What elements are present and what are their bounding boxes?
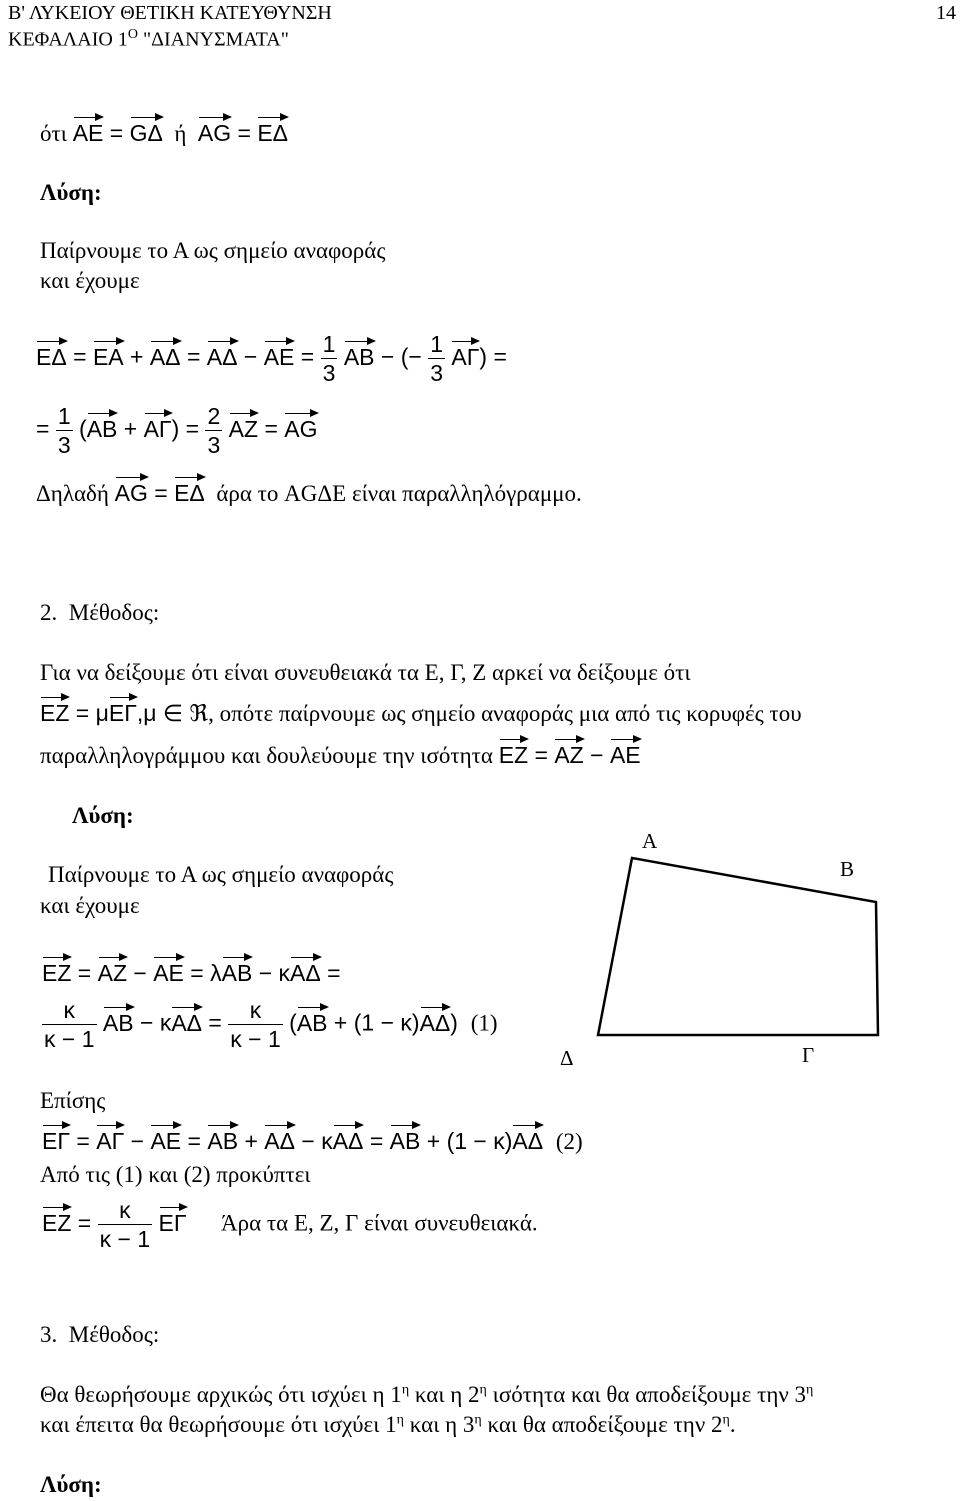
eq-vector: AE [263,343,295,370]
part1-text-b: και έχουμε [40,268,140,293]
eq-vector: EZ [498,742,529,768]
part2-equation-4: EZ = $\frac{\kappa}{\kappa - 1}$ EΓ Άρα τα Ε, Ζ, Γ είναι συνευθειακά. [42,1197,538,1252]
fraction-num: κ [98,1196,153,1225]
fraction [98,1196,153,1253]
eq-vector: AB [343,343,375,370]
fraction [321,330,338,387]
kappa-symbol: κ [278,960,291,986]
part2-line-3: παραλληλογράμμου και δουλεύουμε την ισότητα EZ = AZ − AE [40,742,641,768]
eq-vector: AΔ [264,1128,295,1154]
eq-vector: AB [389,1128,421,1154]
equation-tag: (1) [470,1010,498,1036]
eq-vector: AΔ [512,1128,544,1154]
vector-ag: AG [197,120,232,146]
eq-vector: AG [114,480,148,506]
method-label: Μέθοδος: [68,1322,160,1347]
eq-vector: AZ [554,742,584,768]
part3-line-1 [40,1382,813,1408]
part3-line-2 [40,1412,736,1438]
fraction-num: 2 [207,403,221,429]
chapter-label: ΚΕΦΑΛΑΙΟ 1 [8,28,128,51]
fraction-den: κ − 1 [44,1026,95,1052]
text-fragment: Θα θεωρήσουμε αρχικώς ότι ισχύει η 1 [40,1382,402,1407]
or-word: ή [174,121,187,146]
line-text: παραλληλογράμμου και δουλεύουμε την ισότητα [40,743,493,768]
part2-equation-2: $\frac{\kappa}{\kappa - 1}$ AB − κAΔ = $\frac{\kappa}{\kappa - 1}$ (AB + (1 − κ)AΔ) (1) [44,997,498,1052]
chapter-sup: Ο [127,27,138,42]
eq-vector: AB [221,960,253,986]
intro-word: ότι [40,121,67,146]
eq-vector: EΔ [36,343,67,370]
text-fragment: και η 2 [409,1382,480,1407]
eq-vector: AΓ [96,1128,125,1154]
eq-vector: AB [102,1009,134,1036]
part2-equation-1: EZ = AZ − AE = λAB − κAΔ = [42,960,341,986]
fraction-den: κ − 1 [99,1226,151,1252]
page-number: 14 [936,2,956,24]
fraction-den: 3 [322,360,336,386]
vector-ed: EΔ [257,120,289,146]
text-fragment: και θα αποδείξουμε την 2 [481,1412,723,1437]
chapter-title: "ΔΙΑΝΥΣΜΑΤΑ" [137,28,289,51]
eq-vector: AΔ [206,343,238,370]
vertex-label-b: B [840,857,855,881]
part1-statement: ότι AE = GΔ ή AG = EΔ [40,120,289,146]
eq-vector: AΓ [143,415,172,442]
eq-vector: EA [92,343,124,370]
part1-conclusion: Δηλαδή AG = EΔ άρα το AGΔE είναι παραλληλόγραμμο. [36,480,582,506]
fraction-num: 1 [322,331,336,357]
fraction-num: κ [42,996,97,1025]
ordinal-sup: η [401,1382,410,1398]
part2-equation-3: EΓ = AΓ − AE = AB + AΔ − κAΔ = AB + (1 − κ)AΔ (2) [42,1128,583,1154]
part1-equation-2: = $\frac{1}{3}$ (AB + AΓ) = $\frac{2}{3}$ AZ = AG [36,403,318,458]
conclusion-text: Άρα τα Ε, Ζ, Γ είναι συνευθειακά. [221,1210,538,1236]
part3-heading [40,1322,159,1348]
header-course: Β' ΛΥΚΕΙΟΥ ΘΕΤΙΚΗ ΚΑΤΕΥΘΥΝΣΗ [8,2,332,24]
ordinal-sup: η [806,1382,814,1398]
fraction [428,330,445,387]
vector-ae: AE [72,120,104,146]
fraction-num: 1 [57,403,71,429]
part2-from-text: Από τις (1) και (2) προκύπτει [40,1162,311,1187]
eq-vector: AZ [228,415,259,442]
eq-vector: EΔ [174,480,205,506]
vector-gd: GΔ [129,120,163,146]
eq-vector: AE [153,960,184,986]
part2-also: Επίσης [40,1088,106,1113]
coefficient: (1 − κ) [446,1128,513,1154]
vertex-label-g: Γ [802,1043,815,1067]
eq-vector: AB [207,1128,239,1154]
fraction [56,402,73,459]
eq-vector: EZ [40,700,70,726]
eq-vector: AG [284,415,318,442]
part2-text-b: και έχουμε [40,893,140,918]
text-fragment: και η 3 [404,1412,475,1437]
part2-heading [40,600,159,626]
eq-vector: EΓ [158,1209,187,1236]
eq-vector: AΔ [290,960,321,986]
part2-line-2: EZ = μEΓ,μ ∈ ℜ, οπότε παίρνουμε ως σημείο αναφοράς μια από τις κορυφές του [40,700,802,726]
text-fragment: και έπειτα θα θεωρήσουμε ότι ισχύει 1 [40,1412,397,1437]
fraction-den: 3 [430,360,443,386]
real-set-symbol: ℜ [189,700,209,726]
vertex-label-d: Δ [560,1046,574,1070]
part3-solution-label: Λύση: [40,1472,102,1497]
text-fragment: . [729,1412,736,1437]
fraction [228,996,283,1053]
fraction-num: 1 [430,331,443,357]
parallelogram-figure [560,820,940,1070]
eq-vector: AE [150,1128,182,1154]
eq-vector: AΔ [171,1009,203,1036]
eq-vector: AB [86,415,118,442]
kappa-symbol: κ [159,1009,172,1036]
conclusion-text: άρα το AGΔE είναι παραλληλόγραμμο. [216,481,582,506]
fraction-den: κ − 1 [230,1026,281,1052]
eq-vector: AE [609,742,641,768]
kappa-symbol: κ [321,1128,333,1154]
eq-vector: AΔ [149,343,181,370]
eq-vector: EZ [42,1209,72,1236]
eq-vector: AB [296,1009,328,1036]
method-label: Μέθοδος: [68,600,160,625]
ordinal-sup: η [479,1382,487,1398]
parallelogram-shape [598,858,878,1035]
line-text: , οπότε παίρνουμε ως σημείο αναφοράς μια από τις κορυφές του [208,701,802,726]
section-number: 2. [40,600,58,625]
header-chapter [8,24,289,51]
lambda-symbol: λ [210,960,222,986]
conclusion-word: Δηλαδή [36,481,109,506]
eq-vector: AΓ [451,343,480,370]
part2-line-1: Για να δείξουμε ότι είναι συνευθειακά τα Ε, Γ, Ζ αρκεί να δείξουμε ότι [40,660,691,685]
mu-symbol: μ [95,700,109,726]
mu-symbol: ,μ [136,700,157,726]
ordinal-sup: η [722,1412,730,1428]
vertex-label-a: A [642,829,658,853]
fraction-den: 3 [207,432,221,458]
eq-vector: AZ [97,960,127,986]
fraction [205,402,222,459]
fraction-num: κ [228,996,283,1025]
part1-solution-label: Λύση: [40,180,102,205]
eq-vector: AΔ [419,1009,451,1036]
ordinal-sup: η [474,1412,482,1428]
equation-tag: (2) [555,1129,583,1154]
eq-vector: EZ [42,960,72,986]
part1-equation-1: EΔ = EA + AΔ = AΔ − AE = $\frac{1}{3}$ AB − (− $\frac{1}{3}$ AΓ) = [36,331,507,386]
part1-text-a: Παίρνουμε το Α ως σημείο αναφοράς [40,238,386,263]
eq-vector: AΔ [332,1128,364,1154]
part2-text-a: Παίρνουμε το Α ως σημείο αναφοράς [48,862,394,887]
eq-vector: EΓ [108,700,137,726]
coefficient: (1 − κ) [353,1009,420,1036]
ordinal-sup: η [396,1412,404,1428]
fraction [42,996,97,1053]
section-number: 3. [40,1322,58,1347]
part2-solution-label: Λύση: [72,803,134,828]
fraction-den: 3 [57,432,71,458]
eq-vector: EΓ [42,1128,71,1154]
text-fragment: ισότητα και θα αποδείξουμε την 3 [486,1382,807,1407]
